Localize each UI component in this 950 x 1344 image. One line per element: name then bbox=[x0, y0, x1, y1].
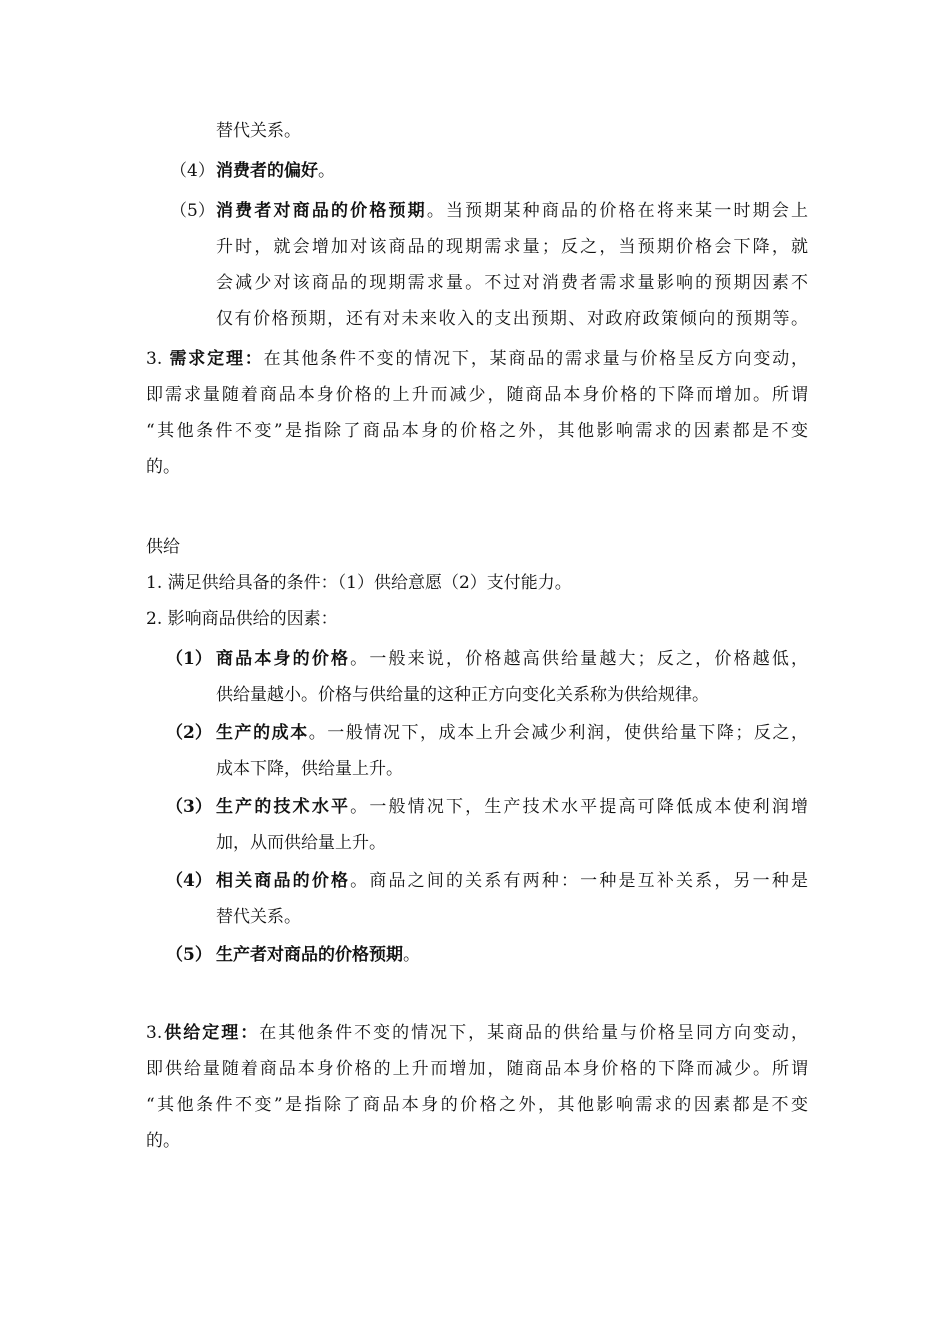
supply-item5-title: 生产者对商品的价格预期 bbox=[216, 945, 403, 965]
demand-item5-line2 bbox=[216, 236, 808, 258]
demand-item5-line1 bbox=[216, 200, 808, 222]
supply-item3-title: 生产的技术水平 bbox=[216, 797, 351, 817]
text-line: 。 bbox=[403, 945, 420, 965]
demand-item3-continuation bbox=[216, 120, 301, 142]
supply-law-title: 供给定理： bbox=[162, 1023, 260, 1043]
supply-item3-number: （3） bbox=[166, 797, 212, 817]
text-line: 。一般情况下，成本上升会减少利润，使供给量下降；反之， bbox=[308, 723, 809, 743]
supply-item2-line2: 成本下降，供给量上升。 bbox=[216, 759, 403, 779]
supply-item4-number: （4） bbox=[166, 871, 212, 891]
text-line: 的。 bbox=[146, 457, 180, 477]
demand-law-text: 在其他条件不变的情况下，某商品的需求量与价格呈反方向变动， bbox=[263, 349, 809, 369]
text-line: 。商品之间的关系有两种：一种是互补关系，另一种是 bbox=[350, 871, 809, 891]
demand-law-line1 bbox=[146, 348, 808, 370]
demand-law-line2 bbox=[146, 384, 808, 406]
supply-point1: 1. 满足供给具备的条件：（1）供给意愿（2）支付能力。 bbox=[146, 573, 572, 593]
demand-item5-number: （5） bbox=[170, 201, 215, 221]
supply-item4-line2: 替代关系。 bbox=[216, 907, 301, 927]
supply-law-line4: 的。 bbox=[146, 1131, 180, 1151]
demand-item4-tail: 。 bbox=[318, 161, 335, 181]
demand-law-prefix: 3. bbox=[146, 349, 170, 369]
text-line: 会减少对该商品的现期需求量。不过对消费者需求量影响的预期因素不 bbox=[216, 273, 808, 293]
text-line: “其他条件不变”是指除了商品本身的价格之外，其他影响需求的因素都是不变 bbox=[146, 1095, 808, 1115]
demand-item4 bbox=[216, 160, 335, 182]
supply-item4-title: 相关商品的价格 bbox=[216, 871, 351, 891]
supply-heading: 供给 bbox=[146, 537, 180, 557]
demand-law-title: 需求定理： bbox=[169, 349, 264, 369]
demand-item5-line4 bbox=[216, 308, 808, 330]
supply-item1-line1 bbox=[216, 648, 808, 670]
supply-law-prefix: 3. bbox=[146, 1023, 163, 1043]
supply-item3-line2: 加，从而供给量上升。 bbox=[216, 833, 386, 853]
text-line: 升时，就会增加对该商品的现期需求量；反之，当预期价格会下降，就 bbox=[216, 237, 808, 257]
demand-item5-line3 bbox=[216, 272, 808, 294]
supply-item2-title: 生产的成本 bbox=[216, 723, 309, 743]
text-line: 。一般来说，价格越高供给量越大；反之，价格越低， bbox=[350, 649, 809, 669]
supply-item2-line1 bbox=[216, 722, 808, 744]
supply-item5-line1 bbox=[216, 944, 420, 966]
demand-law-line3 bbox=[146, 420, 808, 442]
supply-item3-line1 bbox=[216, 796, 808, 818]
supply-item5-number: （5） bbox=[166, 945, 212, 965]
supply-item4-line1 bbox=[216, 870, 808, 892]
demand-item5-title: 消费者对商品的价格预期 bbox=[216, 201, 427, 221]
text-line: 即需求量随着商品本身价格的上升而减少，随商品本身价格的下降而增加。所谓 bbox=[146, 385, 808, 405]
text-line: 仅有价格预期，还有对未来收入的支出预期、对政府政策倾向的预期等。 bbox=[216, 309, 808, 329]
text-line: 替代关系。 bbox=[216, 121, 301, 141]
supply-item2-number: （2） bbox=[166, 723, 212, 743]
supply-law-line3 bbox=[146, 1094, 808, 1116]
supply-item1-line2: 供给量越小。价格与供给量的这种正方向变化关系称为供给规律。 bbox=[216, 685, 709, 705]
supply-item1-title: 商品本身的价格 bbox=[216, 649, 351, 669]
supply-item1-number: （1） bbox=[166, 649, 212, 669]
demand-item5-text: 。当预期某种商品的价格在将来某一时期会上 bbox=[426, 201, 809, 221]
supply-law-line1 bbox=[146, 1022, 808, 1044]
text-line: 。一般情况下，生产技术水平提高可降低成本使利润增 bbox=[350, 797, 809, 817]
text-line: 即供给量随着商品本身价格的上升而增加，随商品本身价格的下降而减少。所谓 bbox=[146, 1059, 808, 1079]
demand-law-line4 bbox=[146, 456, 180, 478]
text-line: 在其他条件不变的情况下，某商品的供给量与价格呈同方向变动， bbox=[259, 1023, 809, 1043]
demand-item4-number: （4） bbox=[170, 161, 215, 181]
demand-item4-title: 消费者的偏好 bbox=[216, 161, 318, 181]
text-line: “其他条件不变”是指除了商品本身的价格之外，其他影响需求的因素都是不变 bbox=[146, 421, 808, 441]
supply-point2: 2. 影响商品供给的因素： bbox=[146, 609, 338, 629]
supply-law-line2 bbox=[146, 1058, 808, 1080]
